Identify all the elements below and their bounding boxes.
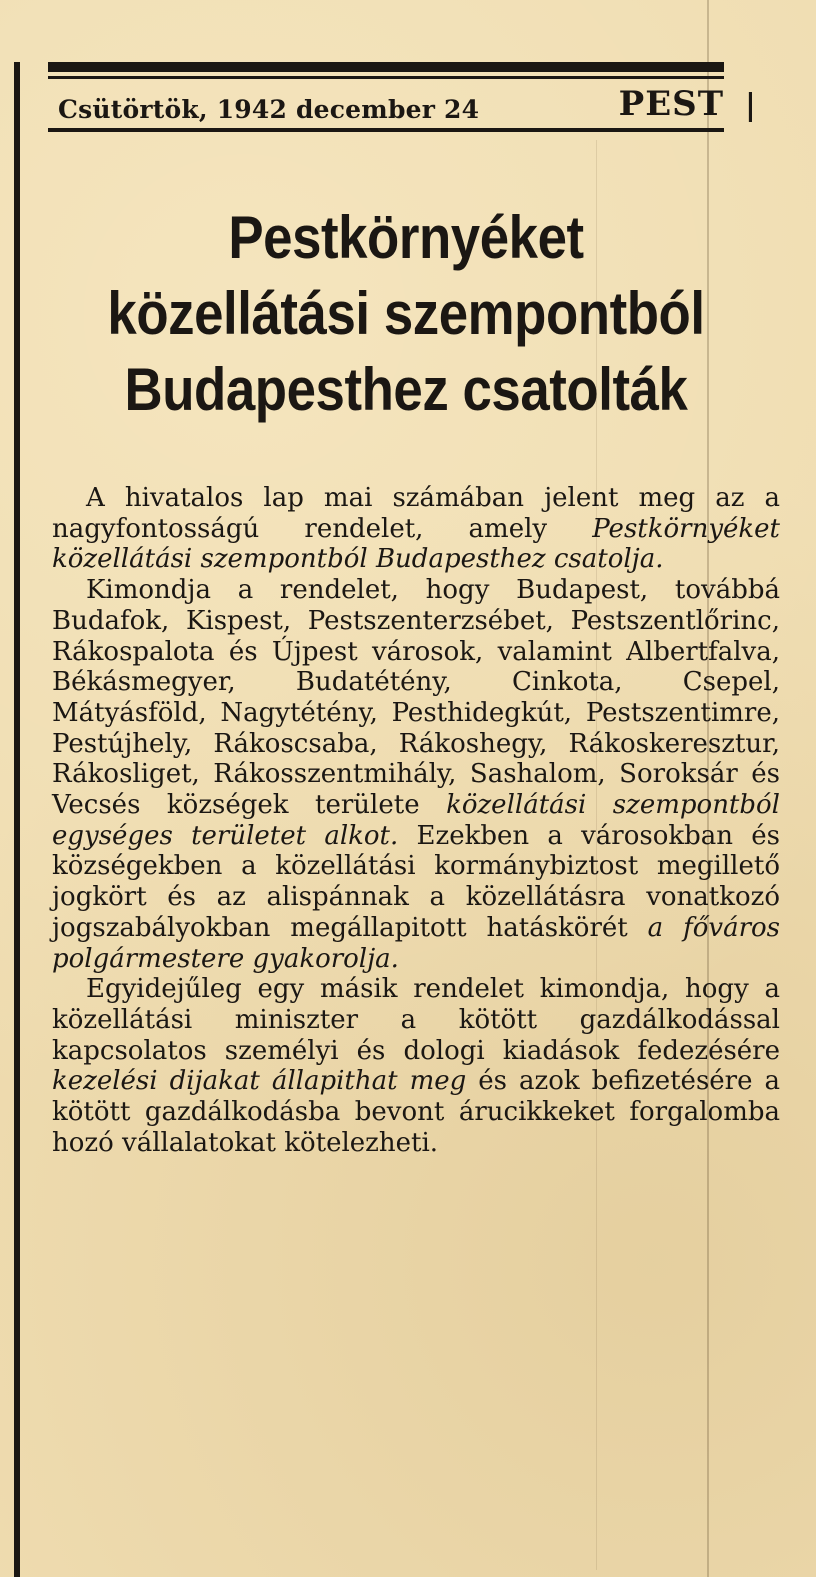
- headline-line-3: Budapesthez csatolták: [124, 356, 688, 423]
- paragraph-1-emphasis: Pestkörnyéket közellátási szempontból Budapesthez csatolja.: [52, 513, 780, 575]
- paragraph-3-emphasis: kezelési dijakat állapithat meg: [52, 1066, 467, 1097]
- paragraph-2-text: Kimondja a rendelet, hogy Budapest, továbbá Budafok, Kispest, Pestszenterzsébet, Pestszentlőrinc, Rákospalota és Újpest városok, valamint Albertfalva, Békásmegyer, Budatétény, Cinkota, Csepel, Mátyásföld, Nagytétény, Pesthidegkút, Pestszentimre, Pestújhely, Rákoscsaba, Rákoshegy, Rákoskeresztur, Rákosliget, Rákosszentmihály, Sashalom, Soroksár és Vecsés községek területe: [52, 575, 780, 821]
- paragraph-3: [52, 974, 780, 1158]
- header-bottom-rule: [48, 128, 724, 132]
- paragraph-2-text-2: Ezekben a városokban és községekben a közellátási kormánybiztost megillető jogkört és az alispánnak a közellátásra vonatkozó jogszabályokban megállapitott hatáskörét: [52, 820, 780, 943]
- issue-date: Csütörtök, 1942 december 24: [58, 95, 480, 124]
- paragraph-1: [52, 483, 780, 575]
- dateline: [58, 82, 724, 124]
- paragraph-1-text: A hivatalos lap mai számában jelent meg az a nagyfontosságú rendelet, amely: [52, 483, 780, 544]
- article-body: [52, 483, 780, 1158]
- paragraph-2-emphasis-1: közellátási szempontból egységes területet alkot.: [52, 790, 780, 851]
- headline-line-1: Pestkörnyéket: [228, 204, 584, 271]
- paragraph-3-text: Egyidejűleg egy másik rendelet kimondja, hogy a közellátási miniszter a kötött gazdálkodással kapcsolatos személyi és dologi kiadások fedezésére: [52, 974, 780, 1066]
- adjacent-column-mark: |: [745, 88, 756, 123]
- newspaper-name: PEST: [618, 84, 724, 124]
- left-column-rule: [14, 62, 20, 1577]
- paragraph-2-emphasis-2: a főváros polgármestere gyakorolja.: [52, 912, 781, 974]
- article-headline: [56, 200, 756, 428]
- headline-line-2: közellátási szempontból: [107, 280, 705, 347]
- paragraph-2: [52, 575, 780, 974]
- header-top-thin-rule: [48, 76, 724, 79]
- header-top-thick-rule: [48, 62, 724, 72]
- paragraph-3-tail: és azok befizetésére a kötött gazdálkodásba bevont árucikkeket forgalomba hozó vállalatokat kötelezheti.: [52, 1066, 781, 1158]
